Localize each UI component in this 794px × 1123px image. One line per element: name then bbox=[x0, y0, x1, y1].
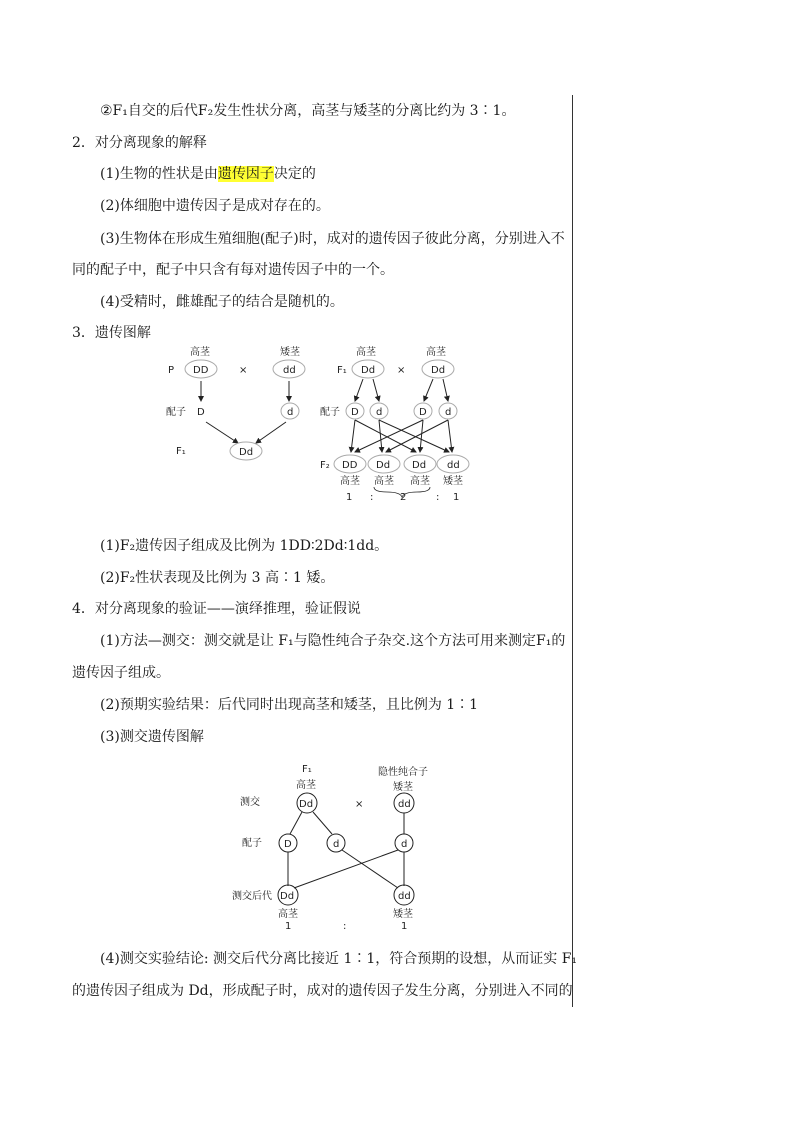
highlighted-term: 遗传因子 bbox=[217, 166, 274, 182]
ratio-3: 1 bbox=[453, 492, 460, 503]
paragraph-2-3b: 同的配子中，配子中只含有每对遗传因子中的一个。 bbox=[72, 262, 394, 278]
gamete-d-b: d bbox=[445, 407, 452, 418]
label-recessive: 隐性纯合子 bbox=[378, 767, 428, 778]
page-margin-rule bbox=[572, 95, 573, 1007]
genotype-Dd-b: Dd bbox=[431, 365, 446, 376]
genotype-Dd-a: Dd bbox=[361, 365, 376, 376]
gamete-d: d bbox=[287, 407, 294, 418]
label-short-p: 矮茎 bbox=[280, 347, 300, 358]
paragraph-4-4a: (4)测交实验结论: 测交后代分离比接近 1∶1，符合预期的设想，从而证实 F₁ bbox=[100, 951, 578, 967]
gamete-D-b: D bbox=[419, 407, 427, 418]
section-2-title: 2．对分离现象的解释 bbox=[72, 135, 207, 151]
gamete-D: D bbox=[197, 407, 205, 418]
label-short-top: 矮茎 bbox=[393, 782, 413, 793]
genetic-diagram bbox=[160, 343, 480, 505]
paragraph-2-1 bbox=[100, 166, 316, 182]
paragraph-2-3a: (3)生物体在形成生殖细胞(配子)时，成对的遗传因子彼此分离，分别进入不 bbox=[100, 231, 565, 247]
ratio-colon-1: : bbox=[370, 492, 374, 503]
genotype-dd-parent: dd bbox=[398, 799, 411, 810]
cross-symbol: × bbox=[355, 799, 364, 810]
genotype-Dd-f1: Dd bbox=[239, 447, 254, 458]
cross-symbol: × bbox=[239, 365, 248, 376]
gamete-D-a: D bbox=[351, 407, 359, 418]
paragraph-4-2: (2)预期实验结果：后代同时出现高茎和矮茎，且比例为 1∶1 bbox=[100, 697, 479, 713]
label-tall-f1a: 高茎 bbox=[356, 347, 376, 358]
genotype-DD-f2: DD bbox=[342, 460, 358, 471]
phenotype-short: 矮茎 bbox=[393, 909, 413, 920]
ratio-2: 1 bbox=[401, 921, 408, 932]
label-gamete-right: 配子 bbox=[320, 407, 340, 418]
paragraph-4-4b: 的遗传因子组成为 Dd，形成配子时，成对的遗传因子发生分离，分别进入不同的 bbox=[72, 983, 573, 999]
gamete-d-left: d bbox=[333, 839, 340, 850]
paragraph-2-2: (2)体细胞中遗传因子是成对存在的。 bbox=[100, 198, 330, 214]
phenotype-tall: 高茎 bbox=[278, 909, 298, 920]
gamete-D: D bbox=[284, 839, 292, 850]
label-offspring: 测交后代 bbox=[232, 891, 272, 902]
genotype-DD: DD bbox=[193, 365, 209, 376]
genotype-Dd-offspring: Dd bbox=[280, 891, 295, 902]
label-F2: F₂ bbox=[320, 460, 330, 471]
paragraph-2-4: (4)受精时，雌雄配子的结合是随机的。 bbox=[100, 294, 344, 310]
phenotype-tall-2: 高茎 bbox=[374, 476, 394, 487]
paragraph-3-1: (1)F₂遗传因子组成及比例为 1DD∶2Dd∶1dd。 bbox=[100, 538, 389, 554]
paragraph-2-1-pre: (1)生物的性状是由 bbox=[100, 166, 218, 182]
section-3-title: 3．遗传图解 bbox=[72, 325, 151, 341]
label-testcross: 测交 bbox=[240, 797, 260, 808]
genotype-dd: dd bbox=[283, 365, 296, 376]
phenotype-short: 矮茎 bbox=[443, 476, 463, 487]
label-F1: F₁ bbox=[176, 446, 186, 457]
gamete-d-a: d bbox=[376, 407, 383, 418]
paragraph-4-3: (3)测交遗传图解 bbox=[100, 729, 204, 745]
genotype-dd-f2: dd bbox=[447, 460, 460, 471]
ratio-1: 1 bbox=[285, 921, 292, 932]
ratio-colon: : bbox=[343, 921, 347, 932]
paragraph-3-2: (2)F₂性状表现及比例为 3 高∶1 矮。 bbox=[100, 570, 335, 586]
label-tall-top: 高茎 bbox=[296, 780, 316, 791]
label-F1-right: F₁ bbox=[337, 365, 347, 376]
genotype-dd-offspring: dd bbox=[398, 891, 411, 902]
phenotype-tall-3: 高茎 bbox=[410, 476, 430, 487]
label-tall-f1b: 高茎 bbox=[426, 347, 446, 358]
paragraph-f2-segregation: ②F₁自交的后代F₂发生性状分离，高茎与矮茎的分离比约为 3∶1。 bbox=[100, 103, 516, 119]
label-F1: F₁ bbox=[302, 764, 312, 775]
ratio-1: 1 bbox=[346, 492, 353, 503]
label-P: P bbox=[168, 365, 175, 376]
ratio-2: 2 bbox=[400, 492, 407, 503]
label-gamete: 配子 bbox=[166, 407, 186, 418]
gamete-d-right: d bbox=[401, 839, 408, 850]
label-gamete: 配子 bbox=[242, 838, 262, 849]
genotype-Dd-f2b: Dd bbox=[412, 460, 427, 471]
paragraph-4-1a: (1)方法—测交：测交就是让 F₁与隐性纯合子杂交.这个方法可用来测定F₁的 bbox=[100, 633, 566, 649]
paragraph-4-1b: 遗传因子组成。 bbox=[72, 665, 170, 681]
phenotype-tall-1: 高茎 bbox=[340, 476, 360, 487]
genotype-Dd-parent: Dd bbox=[299, 799, 314, 810]
genotype-Dd-f2a: Dd bbox=[376, 460, 391, 471]
ratio-colon-2: : bbox=[436, 492, 440, 503]
paragraph-2-1-post: 决定的 bbox=[273, 166, 316, 182]
cross-symbol-right: × bbox=[397, 365, 406, 376]
label-tall-p: 高茎 bbox=[190, 347, 210, 358]
testcross-diagram bbox=[228, 760, 448, 932]
section-4-title: 4．对分离现象的验证——演绎推理，验证假说 bbox=[72, 601, 361, 617]
